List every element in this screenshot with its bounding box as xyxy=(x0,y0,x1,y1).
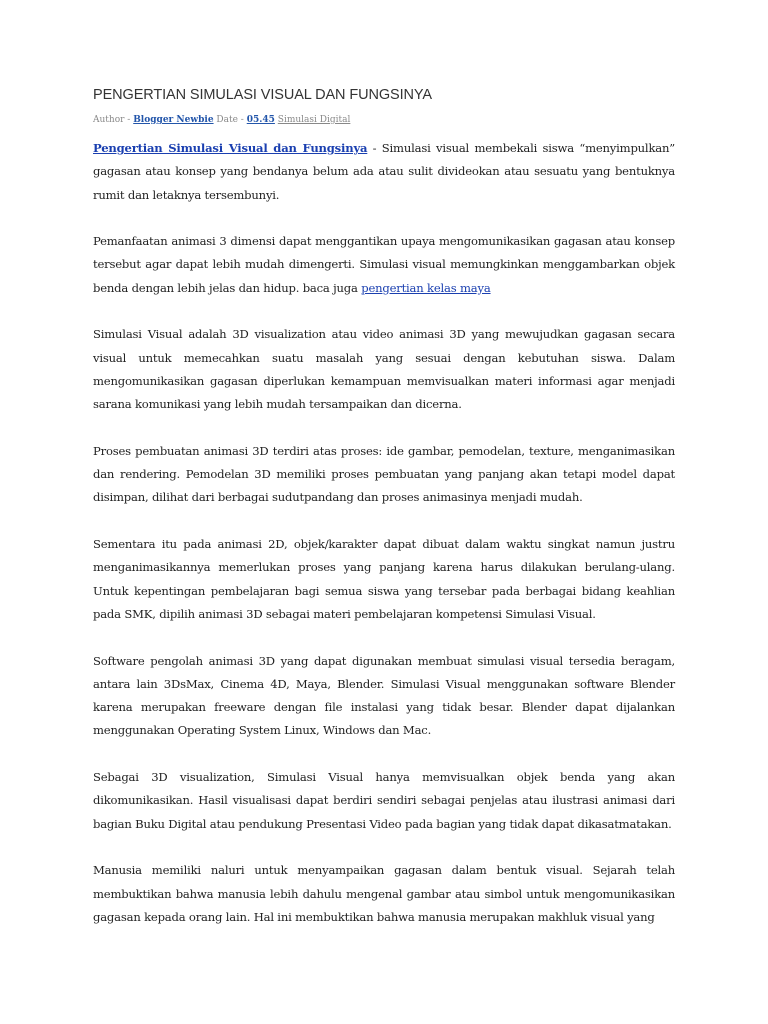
paragraph-1 xyxy=(93,137,675,207)
paragraph-4: Proses pembuatan animasi 3D terdiri atas proses: ide gambar, pemodelan, texture, menganimasikan dan rendering. Pemodelan 3D memiliki proses pembuatan yang panjang akan tetapi model dapat disimpan, dilihat dari berbagai sudutpandang dan proses animasinya menjadi mudah. xyxy=(93,443,675,505)
article-title-link[interactable]: Pengertian Simulasi Visual dan Fungsinya xyxy=(93,141,368,155)
paragraph-2 xyxy=(93,230,675,300)
category-link[interactable]: Simulasi Digital xyxy=(277,115,351,125)
paragraph-2-text: Pemanfaatan animasi 3 dimensi dapat menggantikan upaya mengomunikasikan gagasan atau konsep tersebut agar dapat lebih mudah dimengerti. Simulasi visual memungkinkan menggambarkan objek benda dengan lebih jelas dan hidup. baca juga xyxy=(93,234,675,295)
paragraph-7: Sebagai 3D visualization, Simulasi Visual hanya memvisualkan objek benda yang akan dikomunikasikan. Hasil visualisasi dapat berdiri sendiri sebagai penjelas atau ilustrasi animasi dari bagian Buku Digital atau pendukung Presentasi Video pada bagian yang tidak dapat dikasatmatakan. xyxy=(93,770,675,831)
article-body xyxy=(93,137,675,952)
author-prefix: Author - xyxy=(93,115,134,125)
paragraph-8: Manusia memiliki naluri untuk menyampaikan gagasan dalam bentuk visual. Sejarah telah membuktikan bahwa manusia lebih dahulu mengenal gambar atau simbol untuk mengomunikasikan gagasan kepada orang lain. Hal ini membuktikan bahwa manusia merupakan makhluk visual yang xyxy=(93,863,675,924)
paragraph-6: Software pengolah animasi 3D yang dapat digunakan membuat simulasi visual tersedia beragam, antara lain 3DsMax, Cinema 4D, Maya, Blender. Simulasi Visual menggunakan software Blender karena merupakan freeware dengan file instalasi yang tidak besar. Blender dapat dijalankan menggunakan Operating System Linux, Windows dan Mac. xyxy=(93,653,675,738)
related-article-link[interactable]: pengertian kelas maya xyxy=(361,280,491,295)
post-meta xyxy=(93,115,350,125)
author-link[interactable]: Blogger Newbie xyxy=(133,115,214,125)
time-link[interactable]: 05.45 xyxy=(246,115,275,125)
date-prefix: Date - xyxy=(213,115,247,125)
page-title: PENGERTIAN SIMULASI VISUAL DAN FUNGSINYA xyxy=(93,87,432,103)
paragraph-5: Sementara itu pada animasi 2D, objek/karakter dapat dibuat dalam waktu singkat namun justru menganimasikannya memerlukan proses yang panjang karena harus dilakukan berulang-ulang. Untuk kepentingan pembelajaran bagi semua siswa yang tersebar pada berbagai bidang keahlian pada SMK, dipilih animasi 3D sebagai materi pembelajaran kompetensi Simulasi Visual. xyxy=(93,537,675,621)
paragraph-1-text: - Simulasi visual membekali siswa “menyimpulkan” gagasan atau konsep yang bendanya belum ada atau sulit divideokan atau sesuatu yang bentuknya rumit dan letaknya tersembunyi. xyxy=(93,141,675,202)
paragraph-3: Simulasi Visual adalah 3D visualization atau video animasi 3D yang mewujudkan gagasan secara visual untuk memecahkan suatu masalah yang sesuai dengan kebutuhan siswa. Dalam mengomunikasikan gagasan diperlukan kemampuan memvisualkan materi informasi agar menjadi sarana komunikasi yang lebih mudah tersampaikan dan dicerna. xyxy=(93,327,675,412)
